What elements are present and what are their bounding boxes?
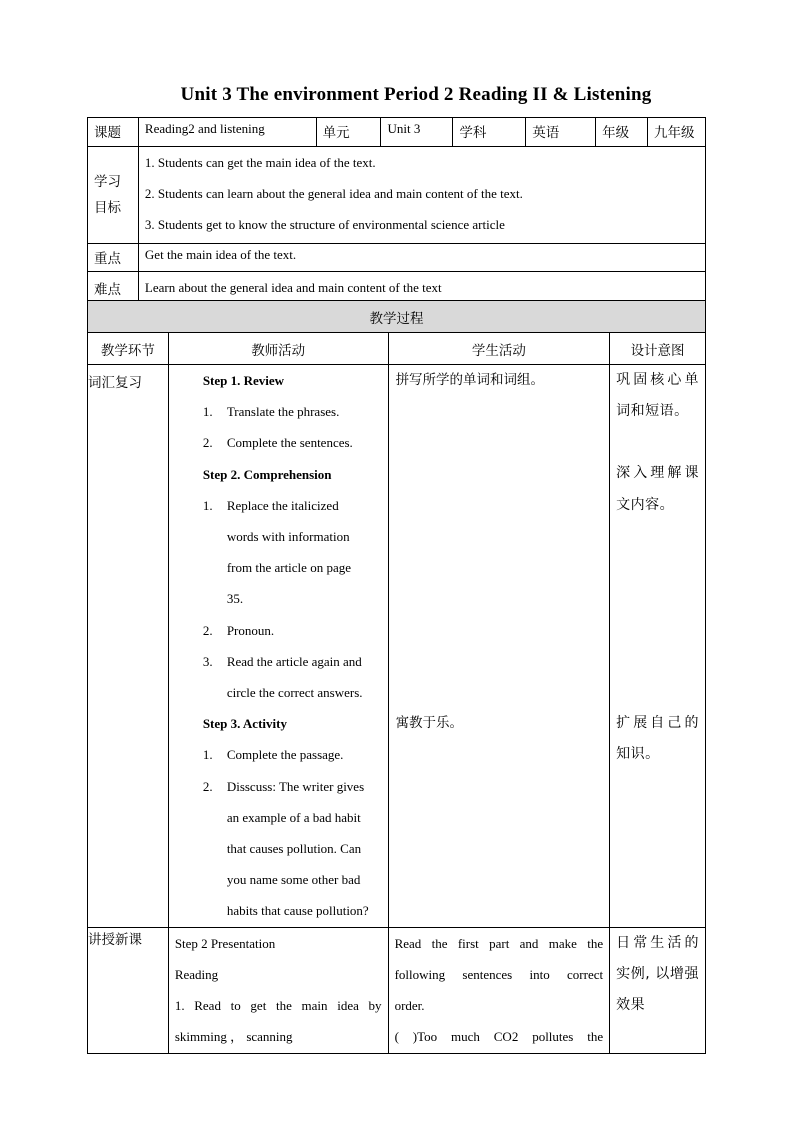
- goal-item: 3. Students get to know the structure of environmental science article: [144, 217, 505, 232]
- list-item: 3. Read the article again and: [202, 653, 362, 669]
- list-item-continuation: from the article on page: [226, 560, 351, 576]
- grade-value: 九年级: [648, 118, 706, 147]
- step-title: Step 3. Activity: [202, 716, 287, 732]
- unit-value: Unit 3: [381, 118, 453, 147]
- intent-line: 扩展自己的: [616, 715, 699, 731]
- teacher-activity-2: [168, 927, 388, 1053]
- process-table: [87, 300, 706, 1054]
- intent-line: 效果: [616, 997, 646, 1014]
- text-line: ( )Too much CO2 pollutes the: [394, 1029, 604, 1045]
- topic-value: Reading2 and listening: [138, 118, 316, 147]
- design-intent-1: [610, 365, 706, 928]
- stage-vocab-review: 词汇复习: [88, 365, 169, 928]
- difficulty-label: 难点: [88, 272, 139, 304]
- teacher-activity-1: [168, 365, 388, 928]
- goal-item: 2. Students can learn about the general idea and main content of the text.: [144, 186, 523, 201]
- text-line: Read the first part and make the: [394, 935, 604, 951]
- list-item-continuation: an example of a bad habit: [226, 809, 361, 825]
- goals-list: [138, 147, 705, 244]
- list-item: 1. Replace the italicized: [202, 497, 339, 513]
- step-title: Step 2. Comprehension: [202, 466, 332, 482]
- difficulty-value: Learn about the general idea and main content of the text: [138, 272, 705, 304]
- key-value: Get the main idea of the text.: [138, 244, 705, 272]
- list-item: 1. Translate the phrases.: [202, 404, 340, 420]
- goal-item: 1. Students can get the main idea of the text.: [144, 155, 376, 170]
- topic-label: 课题: [88, 118, 139, 147]
- intent-line: 实例, 以增强: [616, 965, 699, 982]
- intent-line: 知识。: [616, 746, 660, 762]
- column-header-intent: 设计意图: [610, 333, 706, 365]
- student-activity-2: [388, 927, 610, 1053]
- stage-new-lesson: 讲授新课: [88, 927, 169, 1053]
- text-line: order.: [394, 998, 425, 1014]
- intent-line: 日常生活的: [616, 934, 699, 951]
- info-table: [87, 117, 706, 304]
- key-label: 重点: [88, 244, 139, 272]
- list-item: 2. Pronoun.: [202, 622, 275, 638]
- list-item-continuation: 35.: [226, 591, 244, 607]
- column-header-stage: 教学环节: [88, 333, 169, 365]
- text-line: Reading: [174, 966, 219, 982]
- student-activity-1: [388, 365, 610, 928]
- list-item-continuation: habits that cause pollution?: [226, 903, 369, 919]
- step-title: Step 1. Review: [202, 373, 285, 388]
- list-item-continuation: words with information: [226, 529, 350, 545]
- list-item: 2. Disscuss: The writer gives: [202, 778, 365, 794]
- goals-label: [88, 147, 139, 244]
- text-line: Step 2 Presentation: [174, 935, 276, 951]
- unit-label: 单元: [316, 118, 381, 147]
- intent-line: 深入理解课: [616, 465, 699, 482]
- text-line: 1. Read to get the main idea by: [174, 998, 382, 1014]
- design-intent-2: [610, 927, 706, 1053]
- subject-label: 学科: [453, 118, 526, 147]
- text-line: following sentences into correct: [394, 966, 604, 982]
- list-item-continuation: you name some other bad: [226, 872, 361, 888]
- column-header-student: 学生活动: [388, 333, 610, 365]
- subject-value: 英语: [526, 118, 596, 147]
- intent-line: 词和短语。: [616, 403, 689, 420]
- intent-line: 文内容。: [616, 496, 675, 513]
- goals-label-line: 学习: [94, 174, 121, 190]
- grade-label: 年级: [596, 118, 648, 147]
- goals-label-line: 目标: [94, 200, 121, 216]
- process-header: 教学过程: [88, 301, 706, 333]
- list-item-continuation: that causes pollution. Can: [226, 841, 362, 857]
- column-header-teacher: 教师活动: [168, 333, 388, 365]
- intent-line: 巩固核心单: [616, 372, 699, 388]
- student-text: 寓教于乐。: [395, 715, 464, 731]
- list-item: 2. Complete the sentences.: [202, 435, 353, 451]
- list-item: 1. Complete the passage.: [202, 747, 344, 763]
- page-title: Unit 3 The environment Period 2 Reading II & Listening: [180, 84, 652, 105]
- text-line: skimming ， scanning: [174, 1029, 293, 1045]
- list-item-continuation: circle the correct answers.: [226, 685, 363, 701]
- student-text: 拼写所学的单词和词组。: [395, 372, 545, 388]
